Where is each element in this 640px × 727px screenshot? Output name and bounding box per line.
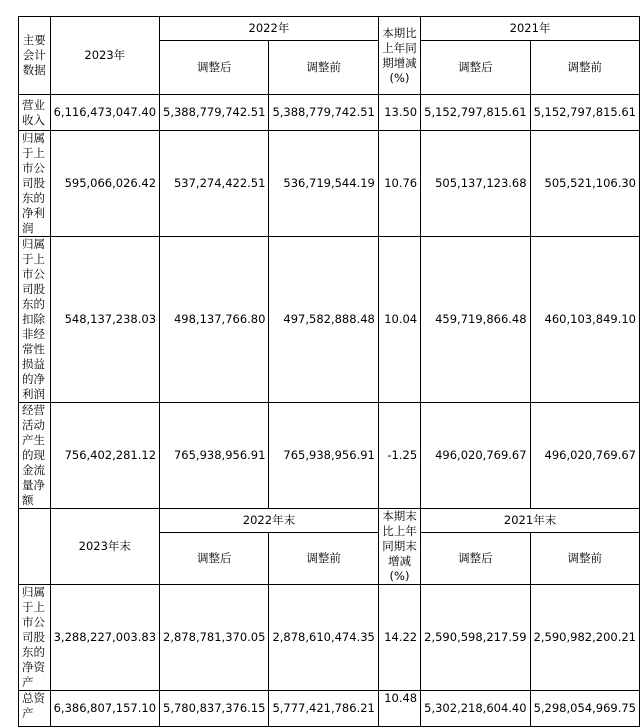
value-2021-end-after: 5,302,218,604.40 — [421, 691, 530, 727]
header-2022: 2022年 — [160, 17, 379, 41]
value-2022-before: 5,388,779,742.51 — [269, 95, 378, 131]
value-2022-before: 497,582,888.48 — [269, 237, 378, 403]
value-2021-before: 5,152,797,815.61 — [530, 95, 639, 131]
row-label: 总资产 — [19, 691, 51, 727]
value-2023: 6,116,473,047.40 — [50, 95, 159, 131]
value-2021-before: 505,521,106.30 — [530, 131, 639, 237]
header-2021-end-adjusted-before: 调整前 — [530, 533, 639, 585]
row-label: 归属于上市公司股东的净资产 — [19, 585, 51, 691]
header-change-end: 本期末比上年同期末增减(%) — [378, 509, 420, 585]
value-2022-after: 537,274,422.51 — [160, 131, 269, 237]
header-2021-end-adjusted-after: 调整后 — [421, 533, 530, 585]
header-2023: 2023年 — [50, 17, 159, 95]
header-row-title: 主要会计数据 — [19, 17, 51, 95]
table-row — [19, 237, 640, 403]
value-change: 13.50 — [378, 95, 420, 131]
row-label: 归属于上市公司股东的净利润 — [19, 131, 51, 237]
header-2021-adjusted-after: 调整后 — [421, 41, 530, 95]
value-2022-before: 536,719,544.19 — [269, 131, 378, 237]
value-2023-end: 3,288,227,003.83 — [50, 585, 159, 691]
table-row — [19, 95, 640, 131]
value-change-end: 14.22 — [378, 585, 420, 691]
row-label: 归属于上市公司股东的扣除非经常性损益的净利润 — [19, 237, 51, 403]
value-2022-end-before: 5,777,421,786.21 — [269, 691, 378, 727]
value-2021-before: 496,020,769.67 — [530, 403, 639, 509]
value-2021-end-before: 2,590,982,200.21 — [530, 585, 639, 691]
table-row — [19, 691, 640, 727]
header-2022-end-adjusted-before: 调整前 — [269, 533, 378, 585]
header-2021: 2021年 — [421, 17, 640, 41]
value-2023: 756,402,281.12 — [50, 403, 159, 509]
value-2021-after: 505,137,123.68 — [421, 131, 530, 237]
value-2023: 595,066,026.42 — [50, 131, 159, 237]
value-change: 10.76 — [378, 131, 420, 237]
header-2022-end: 2022年末 — [160, 509, 379, 533]
table-row — [19, 585, 640, 691]
header-change: 本期比上年同期增减(%) — [378, 17, 420, 95]
header-2022-end-adjusted-after: 调整后 — [160, 533, 269, 585]
header-2022-adjusted-after: 调整后 — [160, 41, 269, 95]
header-2021-adjusted-before: 调整前 — [530, 41, 639, 95]
header-2022-adjusted-before: 调整前 — [269, 41, 378, 95]
value-2022-after: 5,388,779,742.51 — [160, 95, 269, 131]
value-2023: 548,137,238.03 — [50, 237, 159, 403]
value-change: 10.04 — [378, 237, 420, 403]
value-2022-end-after: 2,878,781,370.05 — [160, 585, 269, 691]
key-financial-data-table — [18, 16, 640, 727]
value-2022-end-before: 2,878,610,474.35 — [269, 585, 378, 691]
header-blank — [19, 509, 51, 585]
value-2022-after: 498,137,766.80 — [160, 237, 269, 403]
value-2023-end: 6,386,807,157.10 — [50, 691, 159, 727]
value-change-end: 10.48 — [378, 691, 420, 727]
header-2023-end: 2023年末 — [50, 509, 159, 585]
row-label: 经营活动产生的现金流量净额 — [19, 403, 51, 509]
row-label: 营业收入 — [19, 95, 51, 131]
value-2021-after: 5,152,797,815.61 — [421, 95, 530, 131]
value-2021-before: 460,103,849.10 — [530, 237, 639, 403]
value-2022-before: 765,938,956.91 — [269, 403, 378, 509]
value-2022-after: 765,938,956.91 — [160, 403, 269, 509]
value-2022-end-after: 5,780,837,376.15 — [160, 691, 269, 727]
value-2021-end-after: 2,590,598,217.59 — [421, 585, 530, 691]
table-row — [19, 131, 640, 237]
value-change: -1.25 — [378, 403, 420, 509]
value-2021-end-before: 5,298,054,969.75 — [530, 691, 639, 727]
header-2021-end: 2021年末 — [421, 509, 640, 533]
value-2021-after: 459,719,866.48 — [421, 237, 530, 403]
table-row — [19, 403, 640, 509]
value-2021-after: 496,020,769.67 — [421, 403, 530, 509]
